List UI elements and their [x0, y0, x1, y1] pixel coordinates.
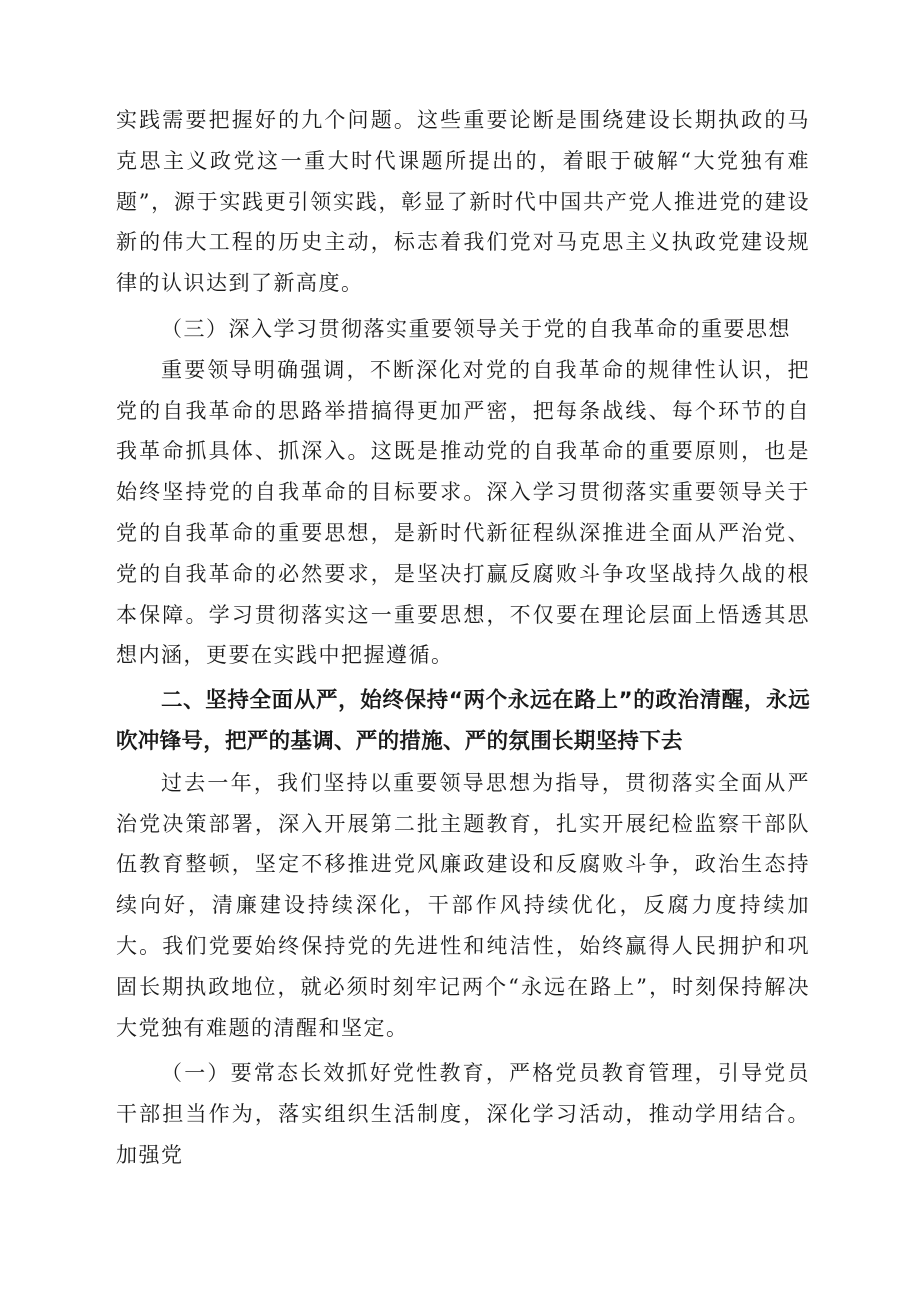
paragraph-past-year: 过去一年，我们坚持以重要领导思想为指导，贯彻落实全面从严治党决策部署，深入开展第二批主题教育，扎实开展纪检监察干部队伍教育整顿，坚定不移推进党风廉政建设和反腐败斗争，政治生态持续向好，清廉建设持续深化，干部作风持续优化，反腐力度持续加大。我们党要始终保持党的先进性和纯洁性，始终赢得人民拥护和巩固长期执政地位，就必须时刻牢记两个“永远在路上”，时刻保持解决大党独有难题的清醒和坚定。 [116, 770, 810, 1040]
paragraph-item-1: （一）要常态长效抓好党性教育，严格党员教育管理，引导党员干部担当作为，落实组织生活制度，深化学习活动，推动学用结合。加强党 [116, 1061, 810, 1167]
paragraph-self-revolution: 重要领导明确强调，不断深化对党的自我革命的规律性认识，把党的自我革命的思路举措搞得更加严密，把每条战线、每个环节的自我革命抓具体、抓深入。这既是推动党的自我革命的重要原则，也是始终坚持党的自我革命的目标要求。深入学习贯彻落实重要领导关于党的自我革命的重要思想，是新时代新征程纵深推进全面从严治党、党的自我革命的必然要求，是坚决打赢反腐败斗争攻坚战持久战的根本保障。学习贯彻落实这一重要思想，不仅要在理论层面上悟透其思想内涵，更要在实践中把握遵循。 [116, 357, 810, 668]
heading-part-2: 二、坚持全面从严，始终保持“两个永远在路上”的政治清醒，永远吹冲锋号，把严的基调、严的措施、严的氛围长期坚持下去 [116, 688, 810, 754]
document-body [116, 100, 810, 1176]
paragraph-continued: 实践需要把握好的九个问题。这些重要论断是围绕建设长期执政的马克思主义政党这一重大时代课题所提出的，着眼于破解“大党独有难题”，源于实践更引领实践，彰显了新时代中国共产党人推进党的建设新的伟大工程的历史主动，标志着我们党对马克思主义执政党建设规律的认识达到了新高度。 [116, 108, 810, 296]
subheading-section-3: （三）深入学习贯彻落实重要领导关于党的自我革命的重要思想 [161, 316, 791, 341]
